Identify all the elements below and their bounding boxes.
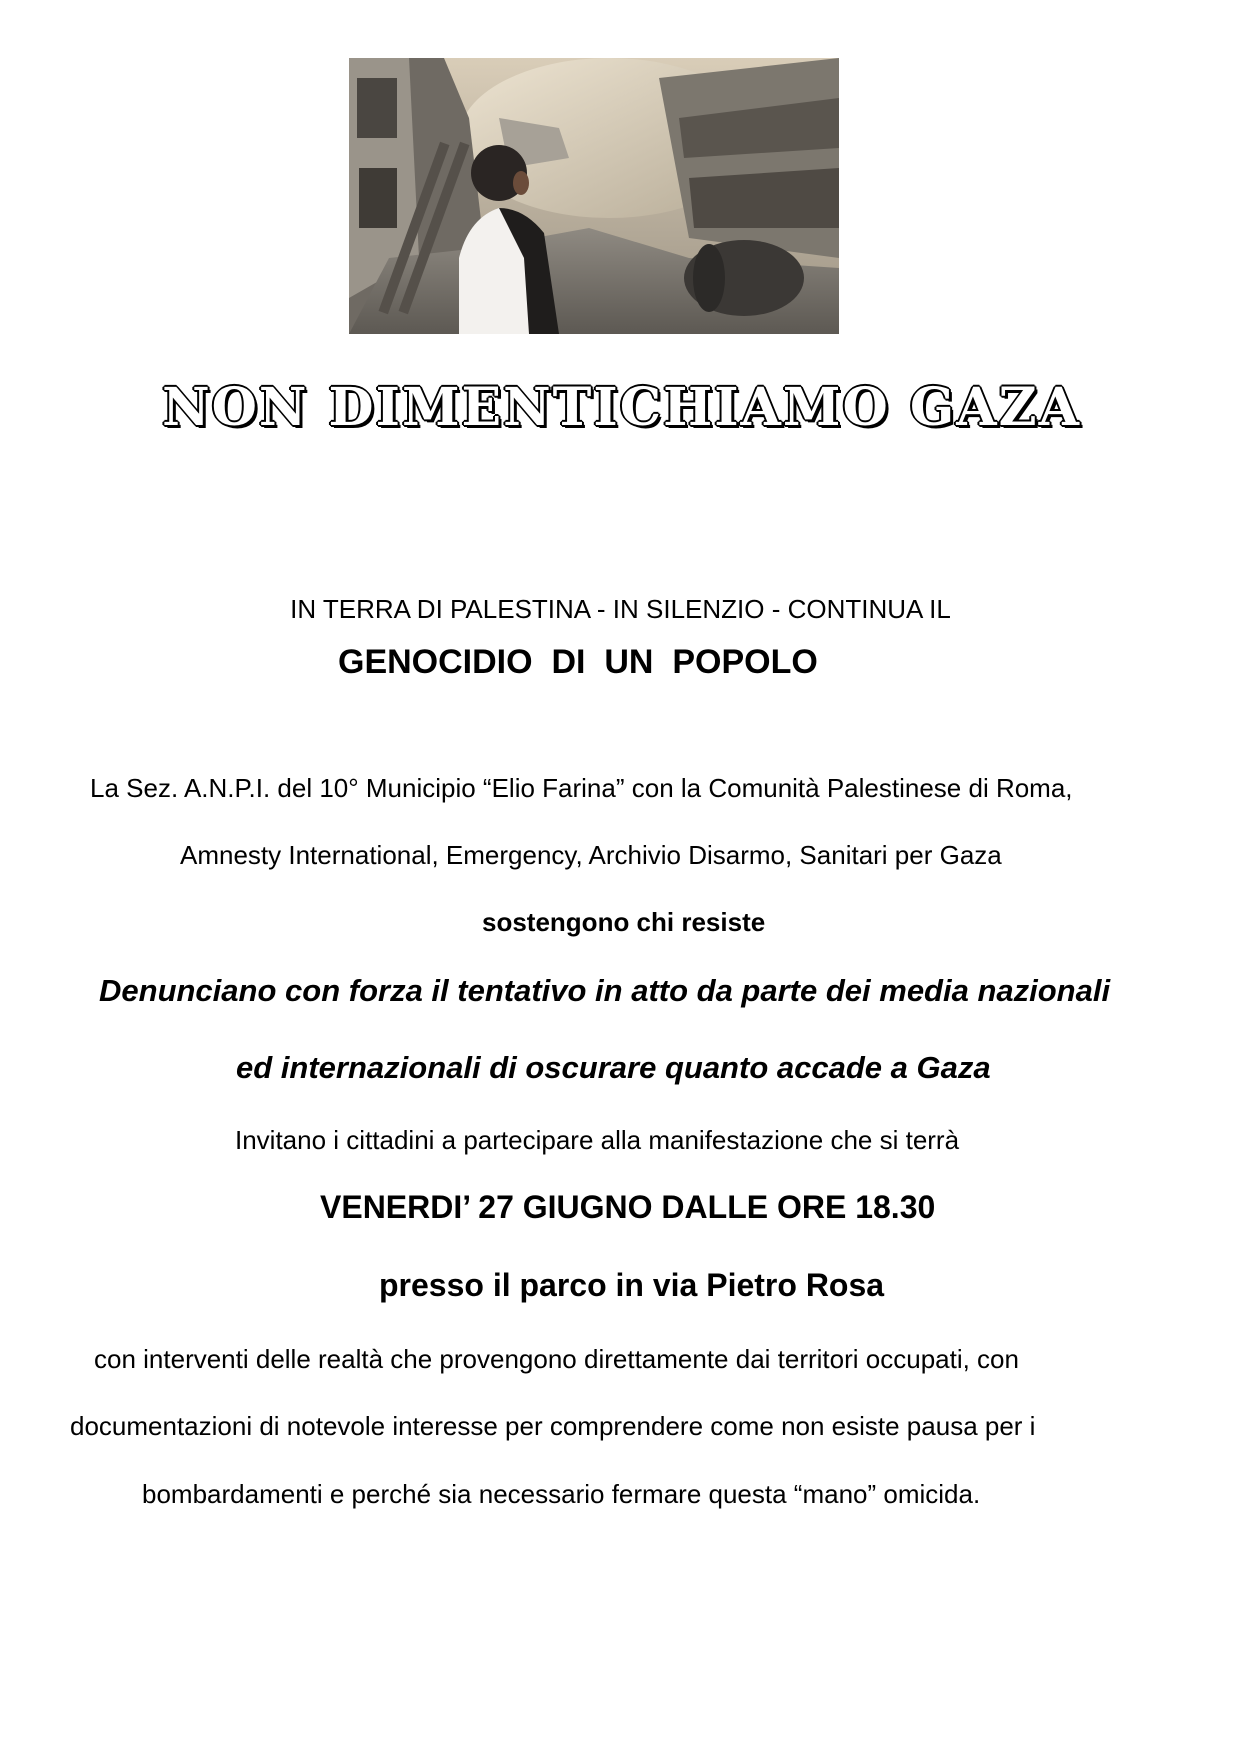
event-place: presso il parco in via Pietro Rosa — [379, 1267, 885, 1303]
gaza-ruins-photo — [349, 58, 839, 334]
headline: GENOCIDIO DI UN POPOLO — [338, 643, 818, 681]
closing-line-3: bombardamenti e perché sia necessario fermare questa “mano” omicida. — [142, 1479, 981, 1509]
poster-title: NON DIMENTICHIAMO GAZA — [162, 377, 1081, 438]
invite-line: Invitano i cittadini a partecipare alla manifestazione che si terrà — [235, 1125, 960, 1155]
closing-line-2: documentazioni di notevole interesse per comprendere come non esiste pausa per i — [70, 1411, 1036, 1441]
event-date: VENERDI’ 27 GIUGNO DALLE ORE 18.30 — [320, 1189, 936, 1225]
subtitle-line: IN TERRA DI PALESTINA - IN SILENZIO - CONTINUA IL — [290, 594, 951, 624]
body-line-2: Amnesty International, Emergency, Archivio Disarmo, Sanitari per Gaza — [180, 840, 1002, 870]
support-line: sostengono chi resiste — [482, 907, 766, 937]
body-line-1: La Sez. A.N.P.I. del 10° Municipio “Elio Farina” con la Comunità Palestinese di Roma, — [90, 773, 1073, 803]
closing-line-1: con interventi delle realtà che provengono direttamente dai territori occupati, con — [94, 1344, 1019, 1374]
denounce-line-2: ed internazionali di oscurare quanto accade a Gaza — [236, 1050, 991, 1085]
denounce-line-1: Denunciano con forza il tentativo in atto da parte dei media nazionali — [99, 973, 1111, 1008]
